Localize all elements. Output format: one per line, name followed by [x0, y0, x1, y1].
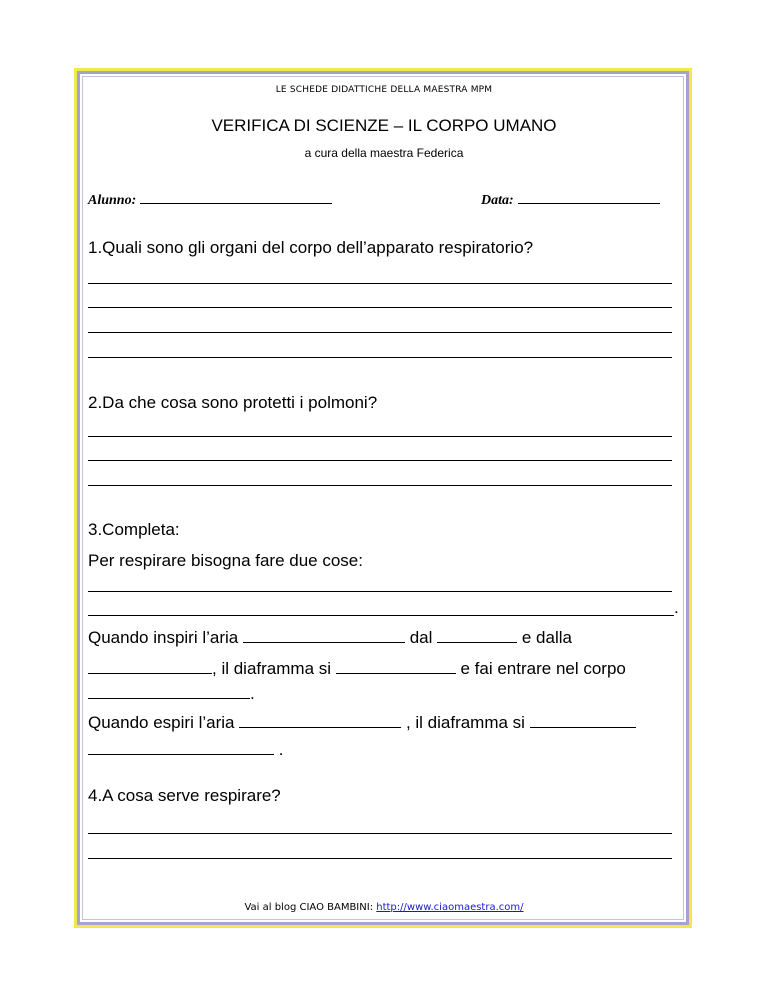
inspire-text-a: Quando inspiri l’aria [88, 628, 239, 647]
expire-text-a: Quando espiri l’aria [88, 713, 235, 732]
expire-text-c: . [278, 740, 284, 759]
answer-line[interactable] [88, 615, 674, 616]
date-blank[interactable] [518, 190, 660, 204]
inspire-sentence-line-3 [88, 682, 255, 704]
fill-blank[interactable] [88, 682, 250, 699]
question-3-intro: Per respirare bisogna fare due cose: [88, 551, 363, 570]
answer-line[interactable] [88, 357, 672, 358]
answer-line[interactable] [88, 283, 672, 284]
answer-line[interactable] [88, 460, 672, 461]
answer-line[interactable] [88, 332, 672, 333]
answer-line[interactable] [88, 436, 672, 437]
inspire-text-b: dal [409, 628, 433, 647]
answer-line[interactable] [88, 485, 672, 486]
fill-blank[interactable] [88, 738, 274, 755]
fill-blank[interactable] [239, 711, 401, 728]
student-label: Alunno: [88, 193, 137, 208]
expire-sentence-line-2 [88, 738, 283, 760]
answer-line[interactable] [88, 591, 672, 592]
page-subtitle: a cura della maestra Federica [304, 146, 464, 160]
question-3: 3.Completa: [88, 520, 180, 539]
question-1: 1.Quali sono gli organi del corpo dell’apparato respiratorio? [88, 238, 534, 257]
question-2: 2.Da che cosa sono protetti i polmoni? [88, 393, 378, 412]
answer-line[interactable] [88, 858, 672, 859]
footer [0, 902, 768, 913]
answer-line[interactable] [88, 307, 672, 308]
fill-blank[interactable] [530, 711, 636, 728]
inspire-sentence-line-1 [88, 626, 572, 648]
answer-line[interactable] [88, 833, 672, 834]
date-field [481, 190, 660, 209]
footer-text: Vai al blog CIAO BAMBINI: [244, 902, 374, 913]
line-end-dot: . [674, 598, 679, 617]
page-title: VERIFICA DI SCIENZE – IL CORPO UMANO [211, 116, 557, 135]
expire-sentence-line-1 [88, 711, 636, 733]
fill-blank[interactable] [243, 626, 405, 643]
blog-link[interactable]: http://www.ciaomaestra.com/ [376, 902, 524, 913]
fill-blank[interactable] [437, 626, 517, 643]
inspire-text-c: e dalla [521, 628, 572, 647]
question-4: 4.A cosa serve respirare? [88, 786, 281, 805]
inspire-sentence-line-2 [88, 657, 626, 679]
expire-text-b: , il diaframma si [405, 713, 525, 732]
fill-blank[interactable] [336, 657, 456, 674]
inspire-text-d: , il diaframma si [212, 659, 332, 678]
date-label: Data: [481, 193, 514, 208]
student-blank[interactable] [140, 190, 332, 204]
inspire-text-e: e fai entrare nel corpo [460, 659, 626, 678]
student-field [88, 190, 332, 209]
fill-blank[interactable] [88, 657, 212, 674]
header-text: LE SCHEDE DIDATTICHE DELLA MAESTRA MPM [275, 85, 493, 95]
inspire-text-f: . [250, 684, 255, 703]
